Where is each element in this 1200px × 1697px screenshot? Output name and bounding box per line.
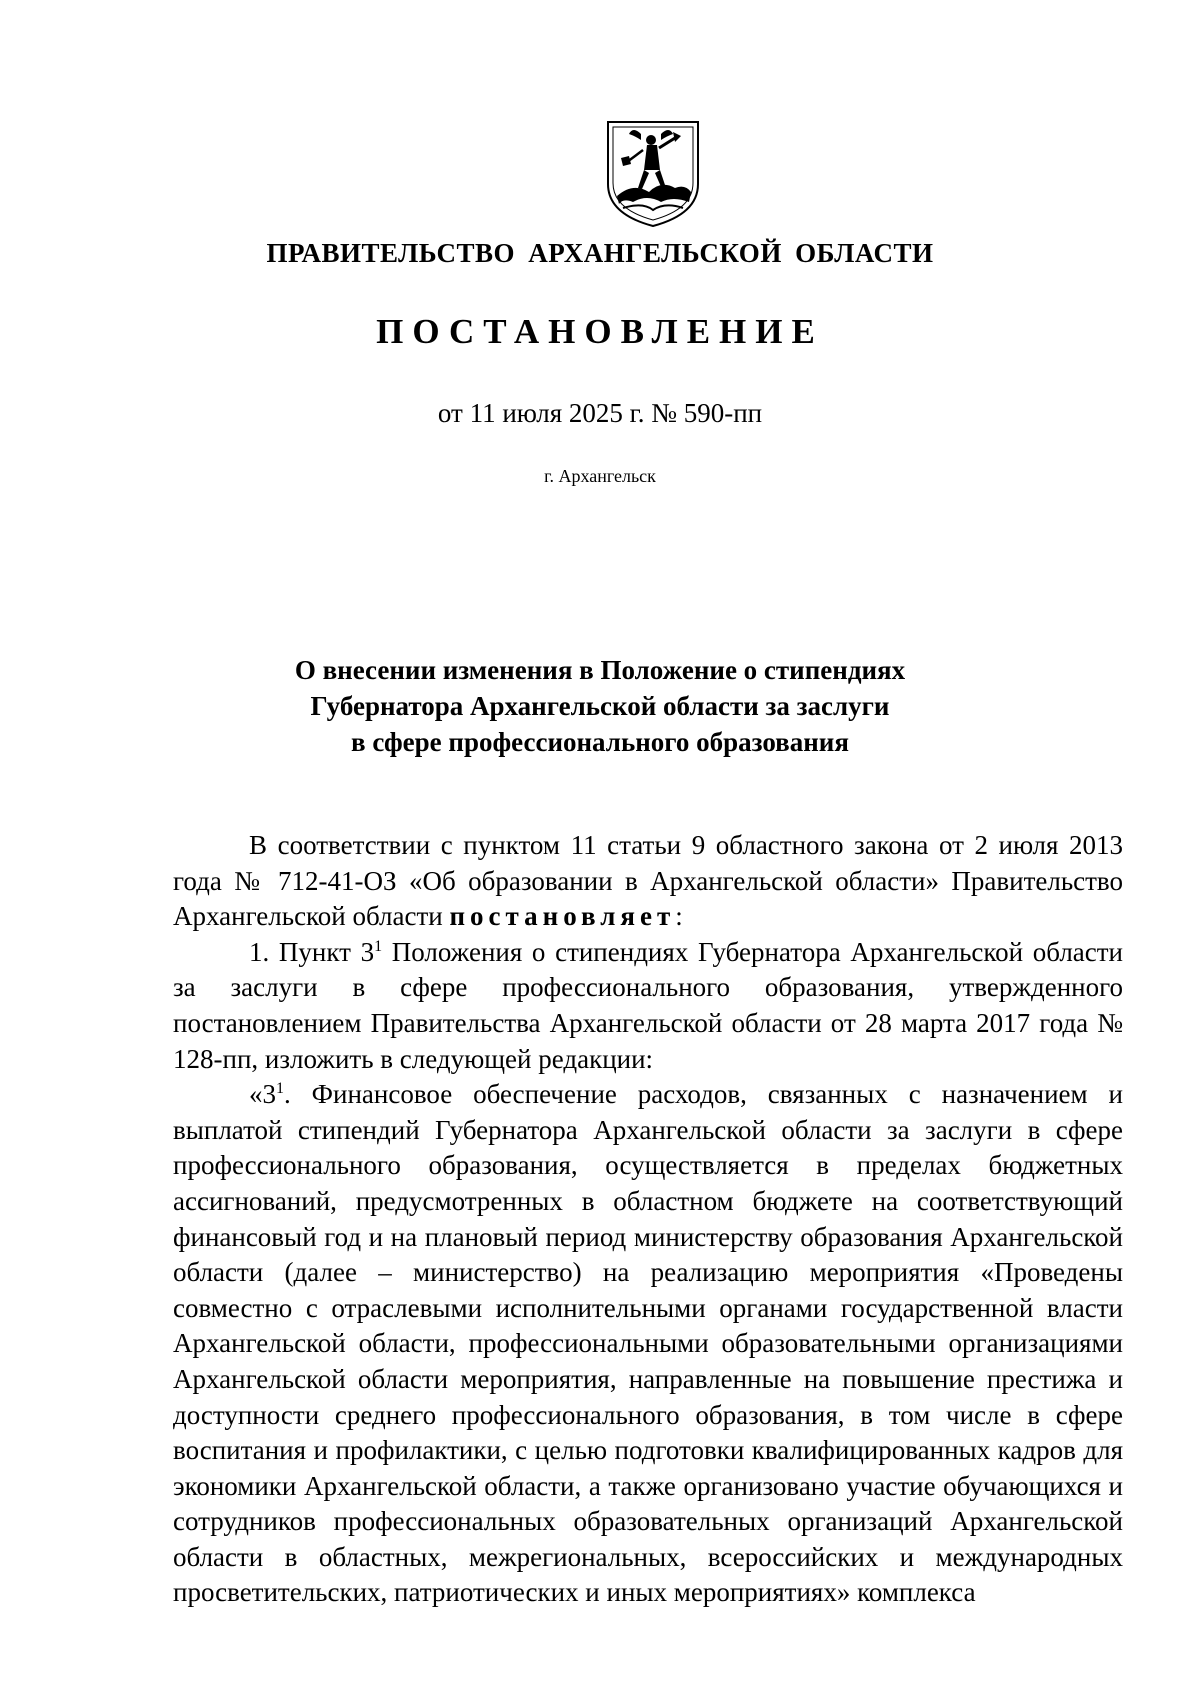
document-date-number: от 11 июля 2025 г. № 590-пп [437, 398, 763, 428]
clause-1-prefix: 1. Пункт 3 [249, 936, 375, 967]
quoted-clause-text: . Финансовое обеспечение расходов, связанных с назначением и выплатой стипендий Губернатора Архангельской области за заслуги в сфере профессионального образования, осуществляется в пределах бюджетных ассигнований, предусмотренных в областном бюджете на соответствующий финансовый год и на плановый период министерству образования Архангельской области (далее – министерство) на реализацию мероприятия «Проведены совместно с отраслевыми исполнительными органами государственной власти Архангельской области, профессиональными образовательными организациями Архангельской области мероприятия, направленные на повышение престижа и доступности среднего профессионального образования, в том числе в сфере воспитания и профилактики, с целью подготовки квалифицированных кадров для экономики Архангельской области, а также организовано участие обучающихся и сотрудников профессиональных образовательных организаций Архангельской области в областных, межрегиональных, всероссийских и международных просветительских, патриотических и иных мероприятиях» комплекса [173, 1079, 1123, 1608]
clause-1-text: Положения о стипендиях Губернатора Архангельской области за заслуги в сфере профессионального образования, утвержденного постановлением Правительства Архангельской области от 28 марта 2017 года № 128-пп, изложить в следующей редакции: [173, 936, 1124, 1074]
title-line: О внесении изменения в Положение о стипендиях [294, 655, 906, 685]
superscript: 1 [276, 1080, 284, 1098]
organization-name: ПРАВИТЕЛЬСТВО АРХАНГЕЛЬСКОЙ ОБЛАСТИ [266, 238, 934, 268]
decree-verb: постановляет [449, 901, 676, 932]
document-title [0, 652, 1200, 760]
preamble-text: В соответствии с пунктом 11 статьи 9 областного закона от 2 июля 2013 года № 712-41-ОЗ «Об образовании в Архангельской области» Правительство Архангельской области [173, 830, 1123, 932]
document-city: г. Архангельск [544, 466, 656, 486]
document-body [173, 828, 1123, 1611]
title-line: в сфере профессионального образования [351, 727, 849, 757]
document-type: ПОСТАНОВЛЕНИЕ [376, 312, 824, 351]
quoted-clause-prefix: «3 [249, 1079, 276, 1110]
title-line: Губернатора Архангельской области за заслуги [310, 691, 890, 721]
preamble-paragraph [173, 828, 1123, 935]
clause-1-paragraph [173, 935, 1123, 1077]
coat-of-arms-emblem [603, 118, 703, 230]
quoted-clause-paragraph [173, 1077, 1123, 1611]
superscript: 1 [374, 937, 383, 955]
colon: : [675, 901, 683, 932]
